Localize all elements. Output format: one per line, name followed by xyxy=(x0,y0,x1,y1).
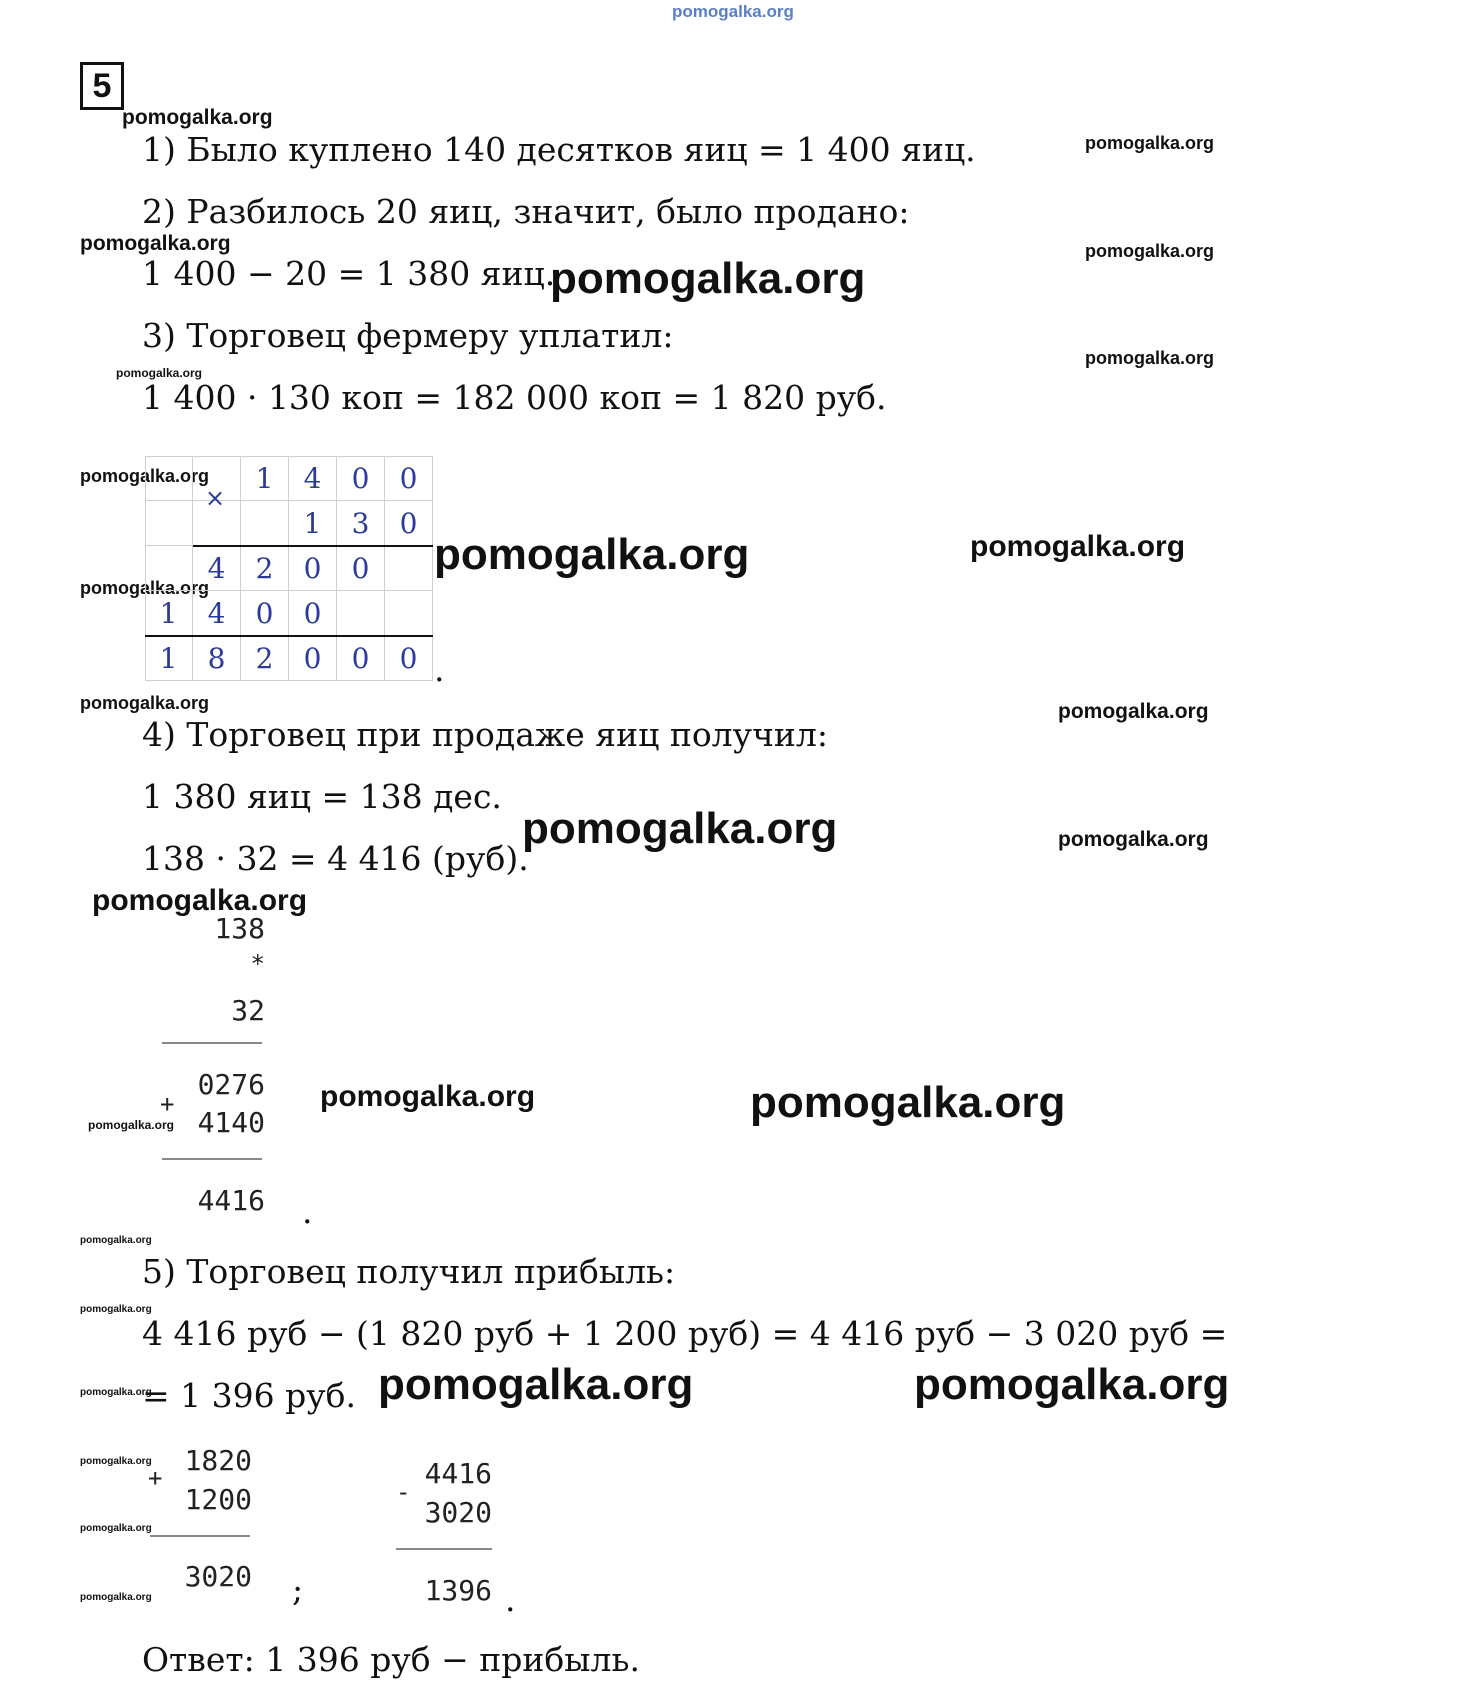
watermark: pomogalka.org xyxy=(914,1360,1230,1409)
watermark: pomogalka.org xyxy=(1085,133,1215,153)
grid-cell: 0 xyxy=(385,456,433,501)
watermark: pomogalka.org xyxy=(434,530,750,579)
multiplication-sign: × xyxy=(205,484,226,512)
mult2-op: * xyxy=(250,950,265,978)
watermark: pomogalka.org xyxy=(80,1387,152,1398)
watermark: pomogalka.org xyxy=(80,1304,152,1315)
add-result: 3020 xyxy=(184,1560,252,1593)
grid-cell xyxy=(145,456,193,501)
mult2-b: 32 xyxy=(231,994,265,1027)
mult2-result: 4416 xyxy=(197,1184,265,1217)
mult2-p1: 0276 xyxy=(197,1068,265,1101)
add-plus: + xyxy=(148,1464,163,1492)
step-3-calc: 1 400 · 130 коп = 182 000 коп = 1 820 руб. xyxy=(142,378,887,417)
sub-rule xyxy=(396,1548,492,1550)
watermark: pomogalka.org xyxy=(80,1592,152,1603)
watermark: pomogalka.org xyxy=(80,578,210,598)
mult2-p2: 4140 xyxy=(197,1106,265,1139)
sub-b: 3020 xyxy=(424,1496,492,1529)
grid-cell: 0 xyxy=(337,546,385,591)
mult2-end-dot: . xyxy=(302,1192,313,1231)
grid-cell: 0 xyxy=(385,636,433,681)
watermark: pomogalka.org xyxy=(80,1235,152,1246)
mult2-a: 138 xyxy=(214,912,265,945)
grid-cell: 0 xyxy=(337,636,385,681)
grid-cell: 0 xyxy=(289,591,337,636)
step-2-calc: 1 400 − 20 = 1 380 яиц. xyxy=(142,254,556,293)
watermark: pomogalka.org xyxy=(116,366,203,380)
add-separator: ; xyxy=(292,1570,304,1609)
grid-cell xyxy=(385,591,433,636)
grid-cell: 4 xyxy=(289,456,337,501)
grid-cell: 4 xyxy=(193,591,241,636)
answer-text: Ответ: 1 396 руб − прибыль. xyxy=(142,1640,640,1679)
grid-cell: 1 xyxy=(241,456,289,501)
step-5-text: 5) Торговец получил прибыль: xyxy=(142,1252,676,1291)
grid-end-dot: . xyxy=(434,650,445,689)
grid-cell xyxy=(337,591,385,636)
watermark: pomogalka.org xyxy=(80,232,231,255)
add-b: 1200 xyxy=(184,1483,252,1516)
grid-cell: 0 xyxy=(385,501,433,546)
grid-cell xyxy=(145,501,193,546)
watermark: pomogalka.org xyxy=(80,693,210,713)
grid-cell xyxy=(145,546,193,591)
grid-cell: 1 xyxy=(289,501,337,546)
step-1-text: 1) Было куплено 140 десятков яиц = 1 400 яиц. xyxy=(142,130,976,169)
watermark: pomogalka.org xyxy=(1085,348,1215,368)
mult2-rule-1 xyxy=(162,1042,262,1044)
watermark: pomogalka.org xyxy=(550,254,866,303)
watermark: pomogalka.org xyxy=(1085,241,1215,261)
sub-result: 1396 xyxy=(424,1574,492,1607)
grid-cell xyxy=(241,501,289,546)
watermark: pomogalka.org xyxy=(320,1080,536,1113)
grid-cell: 0 xyxy=(241,591,289,636)
step-5-calc-1: 4 416 руб − (1 820 руб + 1 200 руб) = 4 416 руб − 3 020 руб = xyxy=(142,1314,1228,1353)
step-4-calc-1: 1 380 яиц = 138 дес. xyxy=(142,777,502,816)
grid-cell: 3 xyxy=(337,501,385,546)
mult2-plus: + xyxy=(160,1090,175,1118)
sub-end-dot: . xyxy=(505,1580,516,1619)
watermark: pomogalka.org xyxy=(522,804,838,853)
task-number: 5 xyxy=(80,62,124,110)
grid-rule-2 xyxy=(145,635,433,637)
watermark: pomogalka.org xyxy=(122,106,273,129)
sub-a: 4416 xyxy=(424,1457,492,1490)
grid-cell: 2 xyxy=(241,546,289,591)
grid-cell: 1 xyxy=(145,636,193,681)
grid-cell: 2 xyxy=(241,636,289,681)
grid-cell: 0 xyxy=(337,456,385,501)
watermark: pomogalka.org xyxy=(80,1456,152,1467)
sub-minus: - xyxy=(396,1478,411,1506)
watermark: pomogalka.org xyxy=(80,1523,152,1534)
watermark: pomogalka.org xyxy=(1058,828,1209,851)
watermark: pomogalka.org xyxy=(80,466,210,486)
add-rule xyxy=(150,1535,250,1537)
grid-cell: 4 xyxy=(193,546,241,591)
grid-cell: 8 xyxy=(193,636,241,681)
watermark: pomogalka.org xyxy=(970,530,1186,563)
step-2-text: 2) Разбилось 20 яиц, значит, было продано: xyxy=(142,192,910,231)
grid-cell: 0 xyxy=(289,636,337,681)
grid-cell xyxy=(385,546,433,591)
step-4-calc-2: 138 · 32 = 4 416 (руб). xyxy=(142,839,529,878)
grid-rule-1 xyxy=(193,545,433,547)
grid-cell: 1 xyxy=(145,591,193,636)
watermark: pomogalka.org xyxy=(1058,700,1209,723)
watermark: pomogalka.org xyxy=(750,1078,1066,1127)
watermark-top: pomogalka.org xyxy=(672,2,794,21)
watermark: pomogalka.org xyxy=(378,1360,694,1409)
step-4-text: 4) Торговец при продаже яиц получил: xyxy=(142,715,828,754)
step-5-calc-2: = 1 396 руб. xyxy=(142,1376,357,1415)
step-3-text: 3) Торговец фермеру уплатил: xyxy=(142,316,674,355)
watermark: pomogalka.org xyxy=(88,1118,175,1132)
mult2-rule-2 xyxy=(162,1158,262,1160)
watermark: pomogalka.org xyxy=(92,884,308,917)
add-a: 1820 xyxy=(184,1444,252,1477)
grid-cell: 0 xyxy=(289,546,337,591)
